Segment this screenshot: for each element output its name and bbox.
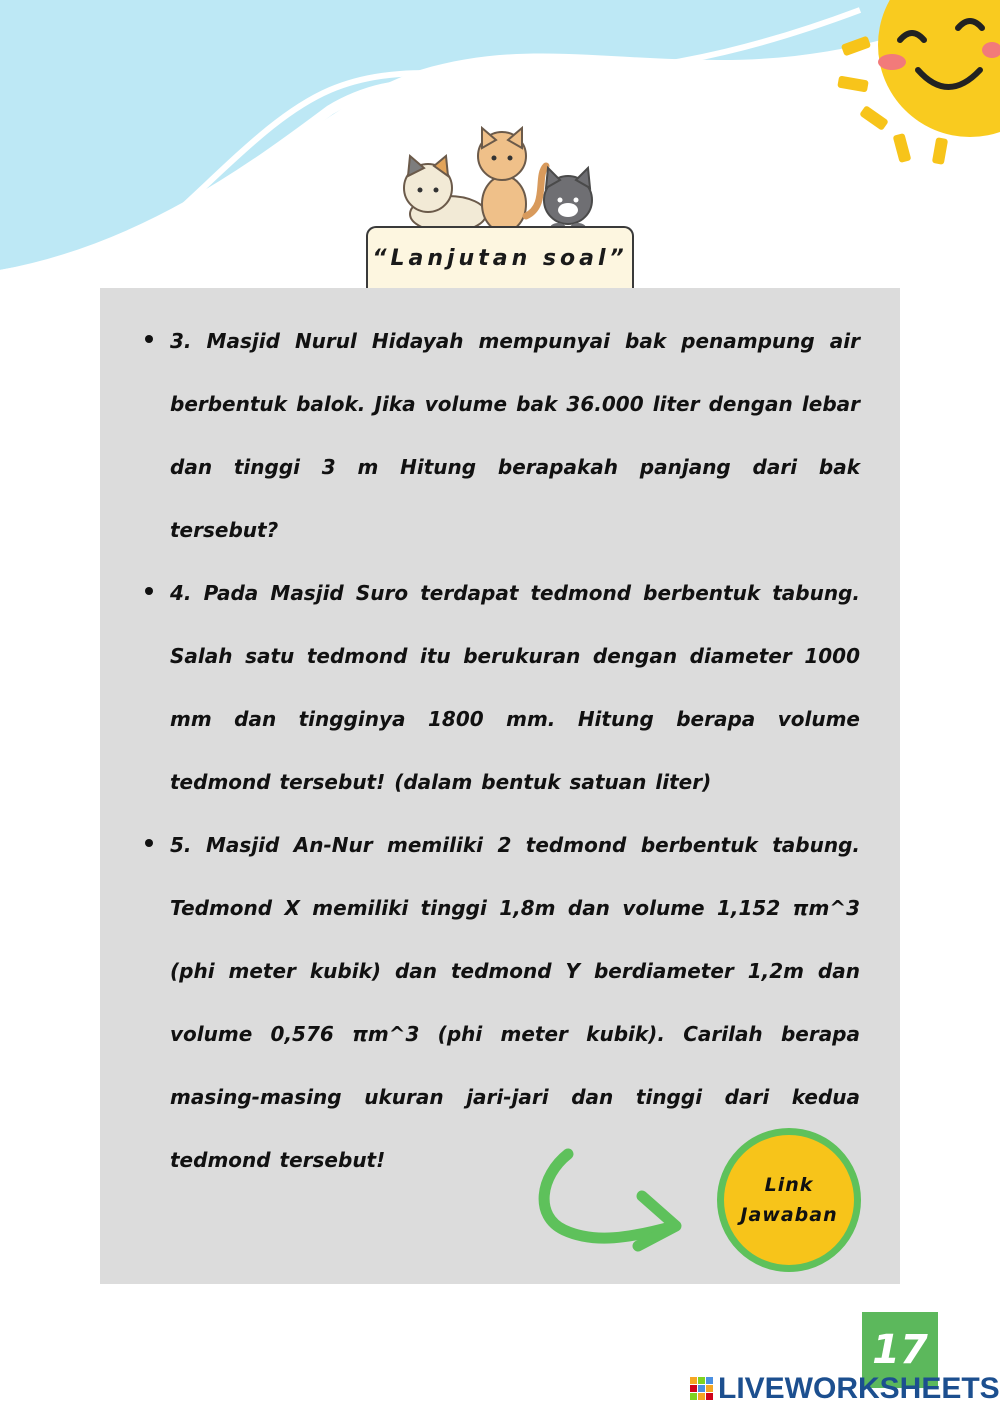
questions-panel <box>100 288 900 1284</box>
cats-illustration <box>398 126 604 236</box>
sun-icon <box>830 0 1000 170</box>
curved-arrow-icon <box>534 1146 684 1256</box>
question-list <box>170 310 860 1192</box>
page-number: 17 <box>872 1327 928 1373</box>
page-title: “Lanjutan soal” <box>372 245 628 271</box>
link-jawaban-button[interactable] <box>717 1128 861 1272</box>
link-jawaban-label: Link Jawaban <box>740 1174 838 1226</box>
liveworksheets-logo-icon <box>690 1377 714 1401</box>
question-item <box>170 310 860 562</box>
title-box <box>366 226 634 288</box>
question-item <box>170 562 860 814</box>
liveworksheets-watermark <box>690 1372 1000 1406</box>
question-text: 4. Pada Masjid Suro terdapat tedmond berbentuk tabung. Salah satu tedmond itu berukuran dengan diameter 1000 mm dan tingginya 1800 mm. Hitung berapa volume tedmond tersebut! (dalam bentuk satuan liter) <box>170 581 860 794</box>
question-text: 5. Masjid An-Nur memiliki 2 tedmond berbentuk tabung. Tedmond X memiliki tinggi 1,8m dan volume 1,152 πm^3 (phi meter kubik) dan tedmond Y berdiameter 1,2m dan volume 0,576 πm^3 (phi meter kubik). Carilah berapa masing-masing ukuran jari-jari dan tinggi dari kedua tedmond tersebut! <box>170 833 860 1172</box>
watermark-text: LIVEWORKSHEETS <box>718 1372 1000 1405</box>
question-text: 3. Masjid Nurul Hidayah mempunyai bak penampung air berbentuk balok. Jika volume bak 36.000 liter dengan lebar dan tinggi 3 m Hitung berapakah panjang dari bak tersebut? <box>170 329 860 542</box>
